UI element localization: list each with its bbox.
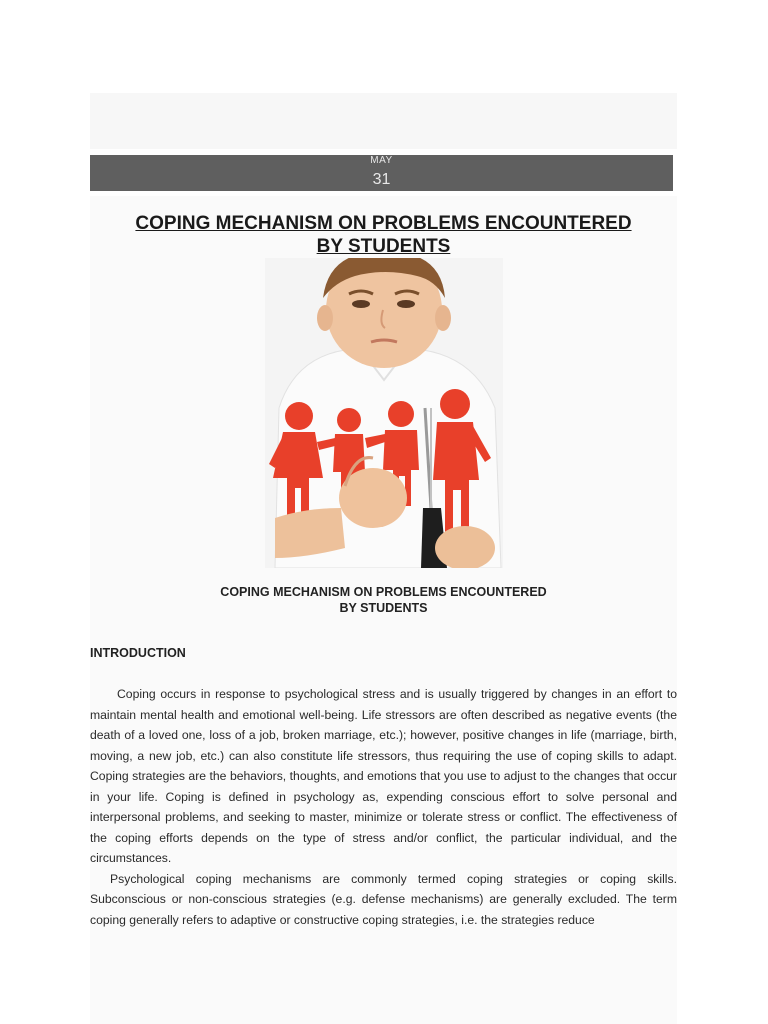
post-subheading-line-2: BY STUDENTS [339,601,428,615]
post-date-band [90,155,673,191]
blog-post [90,196,677,1024]
post-subheading-line-1: COPING MECHANISM ON PROBLEMS ENCOUNTERED [220,585,547,599]
paragraph: Coping occurs in response to psychological stress and is usually triggered by changes in an effort to maintain mental health and emotional well-being. Life stressors are often described as negative events (the death of a loved one, loss of a job, broken marriage, etc.); however, positive changes in life (marriage, birth, moving, a new job, etc.) can also constitute life stressors, thus requiring the use of coping skills to adapt. Coping strategies are the behaviors, thoughts, and emotions that you use to adjust to the changes that occur in your life. Coping is defined in psychology as, expending conscious effort to solve personal and interpersonal problems, and seeking to master, minimize or tolerate stress or conflict. The effectiveness of the coping efforts depends on the type of stress and/or conflict, the particular individual, and the circumstances. [90,687,677,865]
post-subheading [90,584,677,616]
post-date-day: 31 [372,171,391,188]
header-blank-bar [90,93,677,149]
post-date-month: MAY [370,155,393,166]
paragraph: Psychological coping mechanisms are commonly termed coping strategies or coping skills. Subconscious or non-conscious strategies (e.g. defense mechanisms) are generally excluded. The term coping generally refers to adaptive or constructive coping strategies, i.e. the strategies reduce [90,871,677,927]
post-body [90,684,677,930]
section-heading-introduction: INTRODUCTION [90,646,186,660]
post-photo-child-cutting-paper-family [265,258,503,568]
post-title-link[interactable]: COPING MECHANISM ON PROBLEMS ENCOUNTERED BY STUDENTS [135,213,632,257]
post-photo-illustration [265,258,503,568]
